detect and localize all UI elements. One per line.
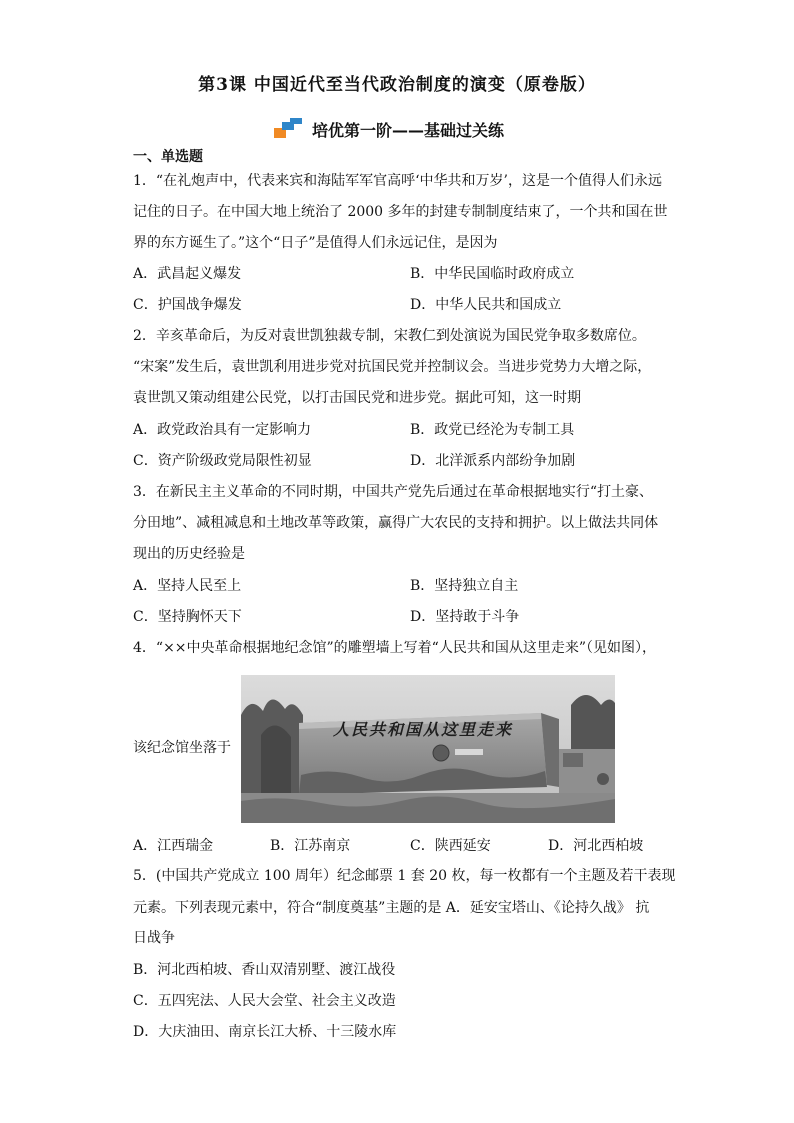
question-3-option-a[interactable]: A．坚持人民至上 [133, 578, 242, 594]
question-5-line-1: 5．(中国共产党成立 100 周年）纪念邮票 1 套 20 枚，每一枚都有一个主题及若干表现 [133, 868, 676, 884]
question-1-option-c[interactable]: C．护国战争爆发 [133, 297, 242, 313]
question-4-option-d[interactable]: D．河北西柏坡 [548, 838, 644, 854]
memorial-photo [241, 675, 615, 823]
question-5-option-d[interactable]: D．大庆油田、南京长江大桥、十三陵水库 [133, 1024, 397, 1040]
question-5-line-2: 元素。下列表现元素中，符合“制度奠基”主题的是 A．延安宝塔山、《论持久战》 抗 [133, 900, 650, 916]
question-2-option-c[interactable]: C．资产阶级政党局限性初显 [133, 453, 312, 469]
question-1-line-1: 1．“在礼炮声中，代表来宾和海陆军军官高呼‘中华共和万岁’，这是一个值得人们永远 [133, 173, 662, 189]
question-2-line-2: “宋案”发生后，袁世凯利用进步党对抗国民党并控制议会。当进步党势力大增之际， [133, 359, 652, 375]
question-3-line-3: 现出的历史经验是 [133, 546, 245, 562]
question-4-stem: 该纪念馆坐落于 [133, 740, 231, 756]
question-1-line-3: 界的东方诞生了。”这个“日子”是值得人们永远记住，是因为 [133, 235, 498, 251]
question-2-option-d[interactable]: D．北洋派系内部纷争加剧 [410, 453, 576, 469]
question-1-option-b[interactable]: B．中华民国临时政府成立 [410, 266, 575, 282]
question-3-option-d[interactable]: D．坚持敢于斗争 [410, 609, 520, 625]
question-1-line-2: 记住的日子。在中国大地上统治了 2000 多年的封建专制制度结束了，一个共和国在世 [133, 204, 668, 220]
question-3-option-c[interactable]: C．坚持胸怀天下 [133, 609, 242, 625]
banner-text: 培优第一阶——基础过关练 [312, 120, 505, 140]
question-5-option-c[interactable]: C．五四宪法、人民大会堂、社会主义改造 [133, 993, 396, 1009]
question-2-option-a[interactable]: A．政党政治具有一定影响力 [133, 422, 312, 438]
section-banner [272, 118, 504, 140]
question-2-option-b[interactable]: B．政党已经沦为专制工具 [410, 422, 575, 438]
question-3-line-2: 分田地”、减租减息和土地改革等政策，赢得广大农民的支持和拥护。以上做法共同体 [133, 515, 659, 531]
question-3-option-b[interactable]: B．坚持独立自主 [410, 578, 519, 594]
question-4-option-a[interactable]: A．江西瑞金 [133, 838, 214, 854]
question-4-option-c[interactable]: C．陕西延安 [410, 838, 491, 854]
question-4-line-1: 4．“××中央革命根据地纪念馆”的雕塑墙上写着“人民共和国从这里走来”（见如图）， [133, 640, 656, 656]
page-title: 第3课 中国近代至当代政治制度的演变（原卷版） [198, 75, 596, 95]
question-1-option-d[interactable]: D．中华人民共和国成立 [410, 297, 562, 313]
question-5-option-b[interactable]: B．河北西柏坡、香山双清别墅、渡江战役 [133, 962, 396, 978]
stairs-icon [272, 118, 306, 140]
photo-caption-text: 人民共和国从这里走来 [332, 720, 514, 739]
question-3-line-1: 3．在新民主主义革命的不同时期，中国共产党先后通过在革命根据地实行“打土豪、 [133, 484, 654, 500]
question-1-option-a[interactable]: A．武昌起义爆发 [133, 266, 242, 282]
question-2-line-1: 2．辛亥革命后，为反对袁世凯独裁专制，宋教仁到处演说为国民党争取多数席位。 [133, 328, 646, 344]
question-5-line-3: 日战争 [133, 930, 175, 946]
section-heading: 一、单选题 [133, 149, 203, 165]
question-4-option-b[interactable]: B．江苏南京 [270, 838, 351, 854]
question-2-line-3: 袁世凯又策动组建公民党，以打击国民党和进步党。据此可知，这一时期 [133, 390, 581, 406]
